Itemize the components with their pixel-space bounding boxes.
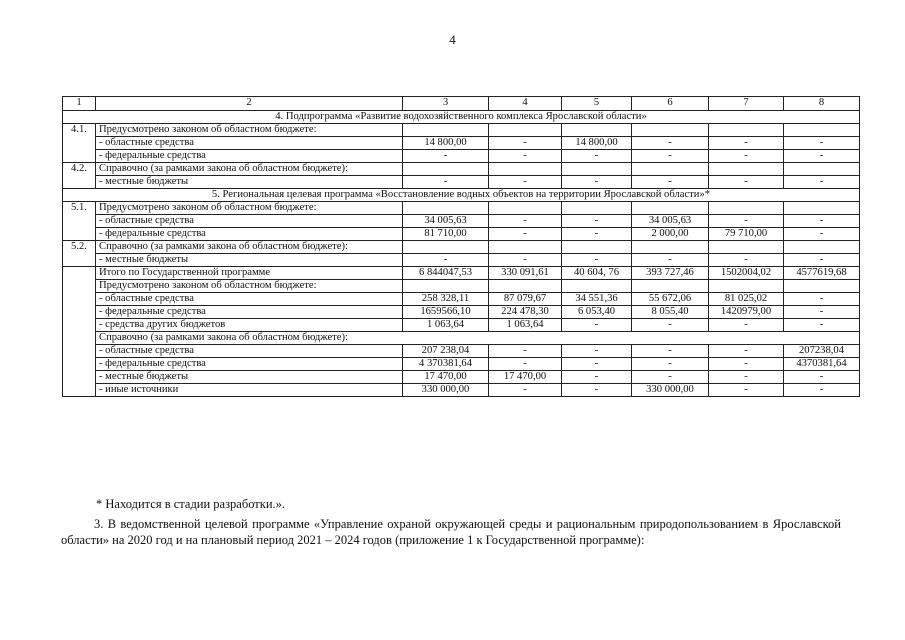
value-cell: - [562,150,632,163]
value-cell: 34 005,63 [403,215,489,228]
value-cell: 1 063,64 [403,319,489,332]
value-cell [784,241,860,254]
reference-row [63,384,860,397]
value-cell [632,163,709,176]
value-cell: - [709,150,784,163]
header-cell: 5 [562,97,632,111]
header-cell: 6 [632,97,709,111]
totals-row [63,267,860,280]
value-cell: 81 710,00 [403,228,489,241]
value-cell: - [709,176,784,189]
value-cell: - [784,215,860,228]
value-cell: - [562,176,632,189]
value-cell [489,163,562,176]
row-label: - федеральные средства [96,358,403,371]
value-cell: 330 000,00 [632,384,709,397]
table-row [63,228,860,241]
value-cell [489,241,562,254]
value-cell: - [784,176,860,189]
value-cell: - [562,384,632,397]
value-cell: - [709,345,784,358]
row-label: - местные бюджеты [96,254,403,267]
value-cell: - [632,137,709,150]
value-cell: - [632,150,709,163]
row-label: - областные средства [96,293,403,306]
table-row [63,241,860,254]
table-row [63,137,860,150]
row-number: 4.2. [63,163,96,189]
value-cell: 8 055,40 [632,306,709,319]
value-cell: - [489,176,562,189]
value-cell: - [784,137,860,150]
value-cell [489,202,562,215]
value-cell: - [489,358,562,371]
value-cell: - [562,358,632,371]
value-cell: 4577619,68 [784,267,860,280]
value-cell: - [784,306,860,319]
value-cell [562,163,632,176]
row-label: - областные средства [96,345,403,358]
totals-number-cell [63,267,96,397]
value-cell: 6 053,40 [562,306,632,319]
value-cell [489,280,562,293]
value-cell: - [709,215,784,228]
table-body [63,97,860,397]
page-number: 4 [449,32,456,47]
value-cell: 4 370381,64 [403,358,489,371]
value-cell: - [562,228,632,241]
value-cell: - [709,371,784,384]
header-cell: 7 [709,97,784,111]
value-cell [562,124,632,137]
totals-row [63,280,860,293]
totals-row [63,293,860,306]
row-label: - средства других бюджетов [96,319,403,332]
value-cell [632,280,709,293]
paragraph-text: 3. В ведомственной целевой программе «Управление охраной окружающей среды и рациональным природопользованием в Ярославской области» на 2020 год и на плановый период 2021 – 2024 годов (приложение 1 к Государственной программе): [61,517,841,547]
value-cell: - [632,371,709,384]
section-title-row [63,111,860,124]
value-cell [632,124,709,137]
value-cell: 258 328,11 [403,293,489,306]
value-cell [403,202,489,215]
reference-label-row [63,332,860,345]
body-paragraph [61,516,841,548]
value-cell: - [632,319,709,332]
reference-row [63,345,860,358]
value-cell: - [784,293,860,306]
value-cell [489,124,562,137]
value-cell: - [562,319,632,332]
value-cell: - [562,345,632,358]
row-label: Справочно (за рамками закона об областном бюджете): [96,241,403,254]
value-cell: - [403,254,489,267]
row-label: - иные источники [96,384,403,397]
value-cell: - [489,228,562,241]
value-cell: - [403,176,489,189]
value-cell [403,280,489,293]
value-cell: - [709,319,784,332]
value-cell: - [489,215,562,228]
value-cell [403,124,489,137]
value-cell: 81 025,02 [709,293,784,306]
value-cell: 79 710,00 [709,228,784,241]
value-cell: - [489,254,562,267]
value-cell: 207 238,04 [403,345,489,358]
reference-row [63,371,860,384]
value-cell: - [489,150,562,163]
row-label: Предусмотрено законом об областном бюджете: [96,280,403,293]
row-label: - федеральные средства [96,228,403,241]
value-cell: 34 005,63 [632,215,709,228]
value-cell: 14 800,00 [562,137,632,150]
value-cell: - [784,371,860,384]
value-cell [784,163,860,176]
value-cell [562,202,632,215]
value-cell: - [632,358,709,371]
row-label: - областные средства [96,137,403,150]
value-cell: 393 727,46 [632,267,709,280]
value-cell: - [489,345,562,358]
table-row [63,124,860,137]
value-cell: 87 079,67 [489,293,562,306]
value-cell: 224 478,30 [489,306,562,319]
value-cell: 2 000,00 [632,228,709,241]
value-cell: - [784,150,860,163]
header-cell: 1 [63,97,96,111]
table-header-row [63,97,860,111]
header-cell: 3 [403,97,489,111]
reference-row [63,358,860,371]
value-cell: 40 604, 76 [562,267,632,280]
value-cell [403,241,489,254]
value-cell: 17 470,00 [489,371,562,384]
value-cell: 1659566,10 [403,306,489,319]
table-row [63,202,860,215]
value-cell: - [709,137,784,150]
section-title: 5. Региональная целевая программа «Восстановление водных объектов на территории Ярославской области»* [63,189,860,202]
value-cell: - [562,371,632,384]
row-label: - федеральные средства [96,306,403,319]
value-cell: - [562,215,632,228]
table-row [63,150,860,163]
totals-row [63,306,860,319]
row-number: 5.1. [63,202,96,241]
row-number: 5.2. [63,241,96,267]
row-label: Предусмотрено законом об областном бюджете: [96,124,403,137]
value-cell: 14 800,00 [403,137,489,150]
value-cell: 1502004,02 [709,267,784,280]
value-cell [709,241,784,254]
value-cell: 17 470,00 [403,371,489,384]
value-cell [709,124,784,137]
table-row [63,215,860,228]
table-row [63,176,860,189]
value-cell: 55 672,06 [632,293,709,306]
row-label: - федеральные средства [96,150,403,163]
value-cell: - [562,254,632,267]
value-cell: - [784,254,860,267]
value-cell [562,280,632,293]
row-label: Справочно (за рамками закона об областном бюджете): [96,163,403,176]
row-label: - местные бюджеты [96,176,403,189]
value-cell: - [632,254,709,267]
table-row [63,163,860,176]
value-cell: 207238,04 [784,345,860,358]
value-cell [632,202,709,215]
totals-row [63,319,860,332]
value-cell [709,163,784,176]
value-cell: - [784,228,860,241]
value-cell: 330 000,00 [403,384,489,397]
value-cell: 1 063,64 [489,319,562,332]
value-cell: 1420979,00 [709,306,784,319]
footnote: * Находится в стадии разработки.». [96,497,286,511]
row-number: 4.1. [63,124,96,163]
header-cell: 8 [784,97,860,111]
value-cell: 6 844047,53 [403,267,489,280]
value-cell: - [403,150,489,163]
value-cell [403,163,489,176]
value-cell: 34 551,36 [562,293,632,306]
value-cell: 330 091,61 [489,267,562,280]
value-cell: - [709,384,784,397]
value-cell: 4370381,64 [784,358,860,371]
value-cell [562,241,632,254]
reference-label: Справочно (за рамками закона об областном бюджете): [96,332,860,345]
value-cell: - [489,384,562,397]
value-cell [784,280,860,293]
value-cell: - [784,319,860,332]
value-cell [632,241,709,254]
value-cell [709,202,784,215]
value-cell: - [632,176,709,189]
value-cell: - [709,358,784,371]
value-cell [709,280,784,293]
value-cell: - [709,254,784,267]
table-row [63,254,860,267]
header-cell: 4 [489,97,562,111]
value-cell [784,124,860,137]
header-cell: 2 [96,97,403,111]
value-cell: - [632,345,709,358]
section-title-row [63,189,860,202]
row-label: - областные средства [96,215,403,228]
value-cell: - [784,384,860,397]
budget-table [62,96,860,397]
value-cell: - [489,137,562,150]
row-label: Предусмотрено законом об областном бюджете: [96,202,403,215]
section-title: 4. Подпрограмма «Развитие водохозяйственного комплекса Ярославской области» [63,111,860,124]
row-label: - местные бюджеты [96,371,403,384]
row-label: Итого по Государственной программе [96,267,403,280]
value-cell [784,202,860,215]
